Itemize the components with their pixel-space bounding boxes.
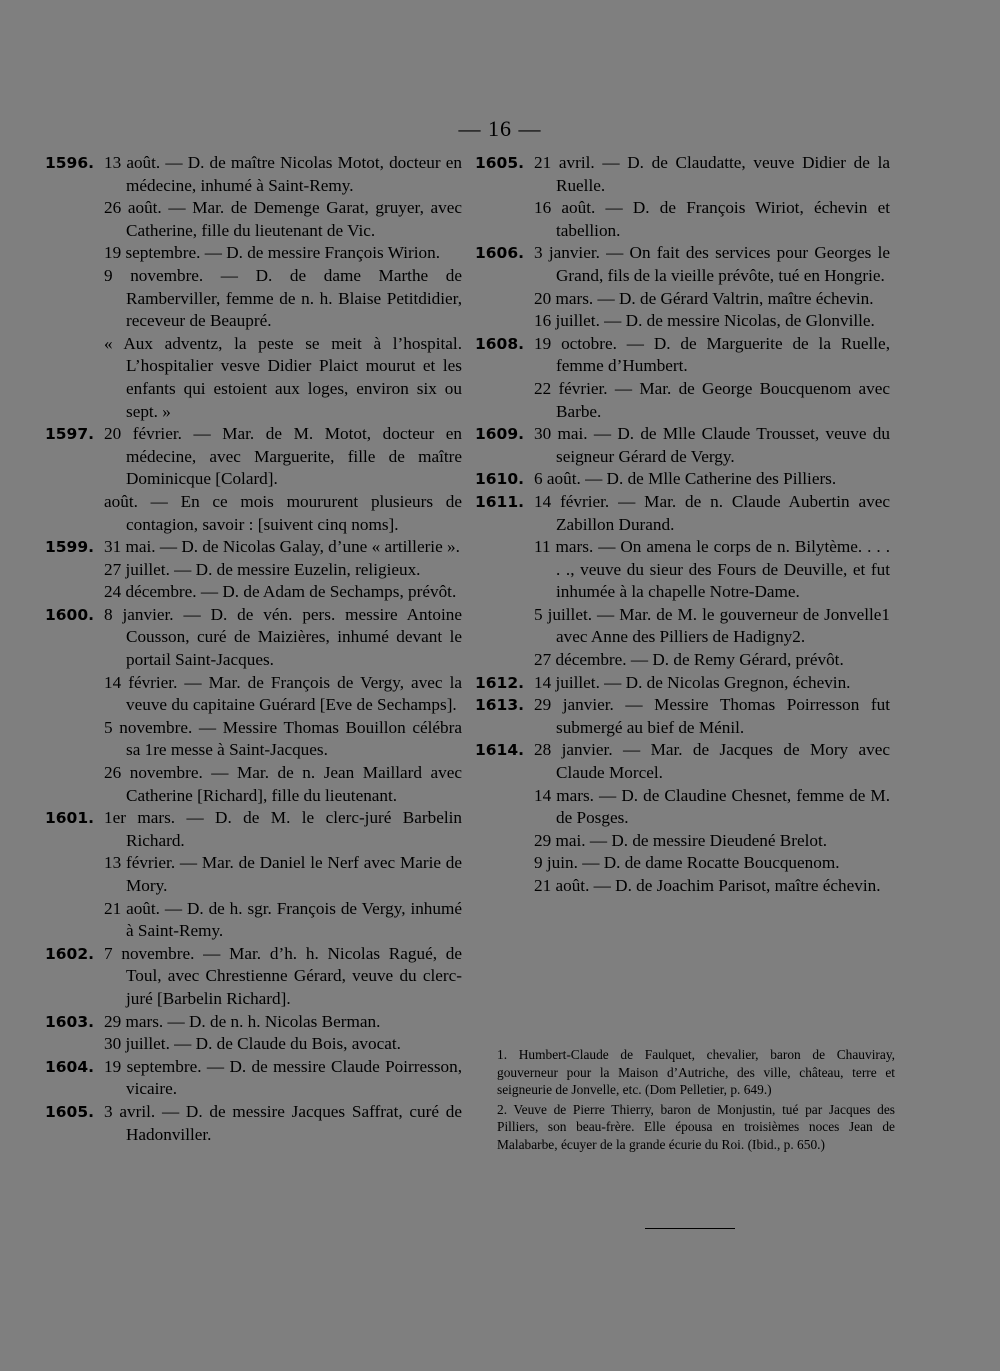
register-entry [30, 943, 462, 1011]
entry-year: 1605. [44, 1102, 94, 1121]
entry-text: 22 février. — Mar. de George Boucquenom avec Barbe. [534, 378, 890, 421]
footnote-1: 1. Humbert-Claude de Faulquet, chevalier, baron de Chauviray, gouverneur pour la Maison d’Autriche, des ville, château, terre et seigneurie de Jonvelle, etc. (Dom Pelletier, p. 649.) [497, 1047, 895, 1097]
register-entry [470, 288, 890, 311]
register-entry [30, 559, 462, 582]
entry-year: 1606. [474, 244, 524, 263]
entry-text: 19 septembre. — D. de messire François Wirion. [104, 243, 440, 263]
entry-text: 14 mars. — D. de Claudine Chesnet, femme de M. de Posges. [534, 785, 890, 828]
page-number: — 16 — [458, 116, 542, 141]
left-column [30, 152, 462, 1146]
register-entry [470, 852, 890, 875]
entry-text: 9 novembre. — D. de dame Marthe de Ramberviller, femme de n. h. Blaise Petitdidier, receveur de Beaupré. [104, 265, 462, 331]
register-entry [470, 468, 890, 491]
entry-text: 20 mars. — D. de Gérard Valtrin, maître échevin. [534, 288, 874, 308]
register-entry [30, 762, 462, 807]
entry-text: 8 janvier. — D. de vén. pers. messire Antoine Cousson, curé de Maizières, inhumé devant le portail Saint-Jacques. [104, 604, 462, 670]
register-entry [30, 604, 462, 672]
register-entry [30, 197, 462, 242]
register-entry [30, 333, 462, 423]
entry-text: 21 août. — D. de Joachim Parisot, maître échevin. [534, 876, 881, 895]
register-entry [470, 694, 890, 739]
register-entry [470, 152, 890, 197]
register-entry [470, 649, 890, 672]
entry-text: 26 novembre. — Mar. de n. Jean Maillard avec Catherine [Richard], fille du lieutenant. [104, 763, 462, 805]
entry-text: 13 août. — D. de maître Nicolas Motot, docteur en médecine, inhumé à Saint-Remy. [104, 153, 462, 195]
entry-text: 29 janvier. — Messire Thomas Poirresson fut submergé au bief de Ménil. [534, 695, 890, 737]
register-entry [30, 265, 462, 333]
entry-text: 24 décembre. — D. de Adam de Sechamps, prévôt. [104, 582, 457, 602]
entry-text: « Aux adventz, la peste se meit à l’hospital. L’hospitalier vesve Didier Plaict mourut et les enfants qui estoient aux loges, environ six ou sept. » [104, 333, 462, 421]
entry-text: 7 novembre. — Mar. d’h. h. Nicolas Ragué, de Toul, avec Chrestienne Gérard, veuve du clerc-juré [Barbelin Richard]. [104, 943, 462, 1008]
entry-text: 19 septembre. — D. de messire Claude Poirresson, vicaire. [104, 1056, 462, 1099]
entry-text: 9 juin. — D. de dame Rocatte Boucquenom. [534, 853, 840, 873]
right-column [470, 152, 890, 898]
entry-year: 1614. [474, 741, 524, 760]
register-entry [470, 491, 890, 536]
register-entry [470, 672, 890, 695]
entry-year: 1597. [44, 425, 94, 444]
register-entry [30, 423, 462, 491]
entry-text: 6 août. — D. de Mlle Catherine des Pilliers. [534, 469, 837, 489]
entry-text: 14 février. — Mar. de n. Claude Aubertin avec Zabillon Durand. [534, 491, 890, 534]
entry-text: 14 février. — Mar. de François de Vergy, avec la veuve du capitaine Guérard [Eve de Sechamps]. [104, 672, 462, 715]
entry-year: 1612. [474, 673, 524, 692]
register-entry [30, 1033, 462, 1056]
register-entry [30, 898, 462, 943]
register-entry [30, 242, 462, 265]
register-entry [470, 333, 890, 378]
register-entry [470, 378, 890, 423]
entry-text: 5 juillet. — Mar. de M. le gouverneur de Jonvelle1 avec Anne des Pilliers de Hadigny2. [534, 604, 890, 647]
register-entry [30, 1056, 462, 1101]
entry-text: 29 mai. — D. de messire Dieudené Brelot. [534, 830, 828, 850]
register-entry [30, 1011, 462, 1034]
entry-text: 5 novembre. — Messire Thomas Bouillon célébra sa 1re messe à Saint-Jacques. [104, 717, 462, 760]
entry-text: 19 octobre. — D. de Marguerite de la Ruelle, femme d’Humbert. [534, 333, 890, 376]
entry-text: 28 janvier. — Mar. de Jacques de Mory avec Claude Morcel. [534, 740, 890, 783]
entry-year: 1596. [44, 154, 94, 172]
entry-year: 1601. [44, 809, 94, 828]
entry-text: 11 mars. — On amena le corps de n. Bilytème. . . . . ., veuve du sieur des Fours de Deuville, et fut inhumée à la chapelle Notre-Dame. [534, 537, 890, 602]
register-entry [30, 1101, 462, 1146]
entry-text: 3 janvier. — On fait des services pour Georges le Grand, fils de la vieille prévôte, tué en Hongrie. [534, 243, 890, 285]
entry-text: 30 mai. — D. de Mlle Claude Trousset, veuve du seigneur Gérard de Vergy. [534, 424, 890, 466]
entry-year: 1603. [44, 1012, 94, 1031]
entry-year: 1611. [474, 492, 524, 511]
register-entry [30, 536, 462, 559]
entry-year: 1599. [44, 538, 94, 557]
footnote-2: 2. Veuve de Pierre Thierry, baron de Monjustin, tué par Jacques des Pilliers, son beau-frère. Elle épousa en troisièmes noces Jean de Malabarbe, écuyer de la grande écurie du Roi. (Ibid., p. 650.) [497, 1101, 895, 1152]
entry-text: 16 juillet. — D. de messire Nicolas, de Glonville. [534, 311, 875, 331]
register-entry [470, 604, 890, 649]
register-entry [470, 536, 890, 604]
entry-year: 1604. [44, 1057, 94, 1076]
register-entry [470, 830, 890, 853]
register-entry [30, 807, 462, 852]
entry-year: 1608. [474, 334, 524, 353]
entry-text: 16 août. — D. de François Wiriot, échevin et tabellion. [534, 198, 890, 240]
register-entry [470, 875, 890, 898]
entry-year: 1605. [474, 154, 524, 172]
footnote-end-rule [645, 1228, 735, 1229]
register-entry [30, 152, 462, 197]
entry-text: 27 décembre. — D. de Remy Gérard, prévôt. [534, 650, 844, 670]
entry-year: 1610. [474, 470, 524, 489]
register-entry [30, 581, 462, 604]
register-entry [30, 717, 462, 762]
entry-text: 3 avril. — D. de messire Jacques Saffrat, curé de Hadonviller. [104, 1101, 462, 1144]
footnotes [497, 1046, 895, 1153]
entry-text: 21 août. — D. de h. sgr. François de Vergy, inhumé à Saint-Remy. [104, 898, 462, 941]
register-entry [470, 739, 890, 784]
register-entry [30, 852, 462, 897]
entry-text: 13 février. — Mar. de Daniel le Nerf avec Marie de Mory. [104, 853, 462, 895]
entry-year: 1613. [474, 696, 524, 715]
register-entry [30, 491, 462, 536]
entry-text: 20 février. — Mar. de M. Motot, docteur en médecine, avec Marguerite, fille de maître Dominicque [Colard]. [104, 424, 462, 489]
entry-text: 30 juillet. — D. de Claude du Bois, avocat. [104, 1034, 401, 1054]
entry-year: 1600. [44, 605, 94, 624]
register-entry [470, 197, 890, 242]
entry-text: 21 avril. — D. de Claudatte, veuve Didier de la Ruelle. [534, 153, 890, 195]
register-entry [30, 672, 462, 717]
entry-text: 14 juillet. — D. de Nicolas Gregnon, échevin. [534, 672, 851, 692]
entry-text: 1er mars. — D. de M. le clerc-juré Barbelin Richard. [104, 808, 462, 850]
entry-text: 26 août. — Mar. de Demenge Garat, gruyer, avec Catherine, fille du lieutenant de Vic. [104, 198, 462, 240]
entry-text: 27 juillet. — D. de messire Euzelin, religieux. [104, 559, 421, 579]
entry-text: août. — En ce mois moururent plusieurs de contagion, savoir : [suivent cinq noms]. [104, 491, 462, 534]
register-entry [470, 310, 890, 333]
entry-year: 1602. [44, 944, 94, 963]
register-entry [470, 423, 890, 468]
register-entry [470, 785, 890, 830]
entry-text: 29 mars. — D. de n. h. Nicolas Berman. [104, 1011, 381, 1031]
entry-year: 1609. [474, 425, 524, 444]
entry-text: 31 mai. — D. de Nicolas Galay, d’une « artillerie ». [104, 537, 460, 557]
register-entry [470, 242, 890, 287]
